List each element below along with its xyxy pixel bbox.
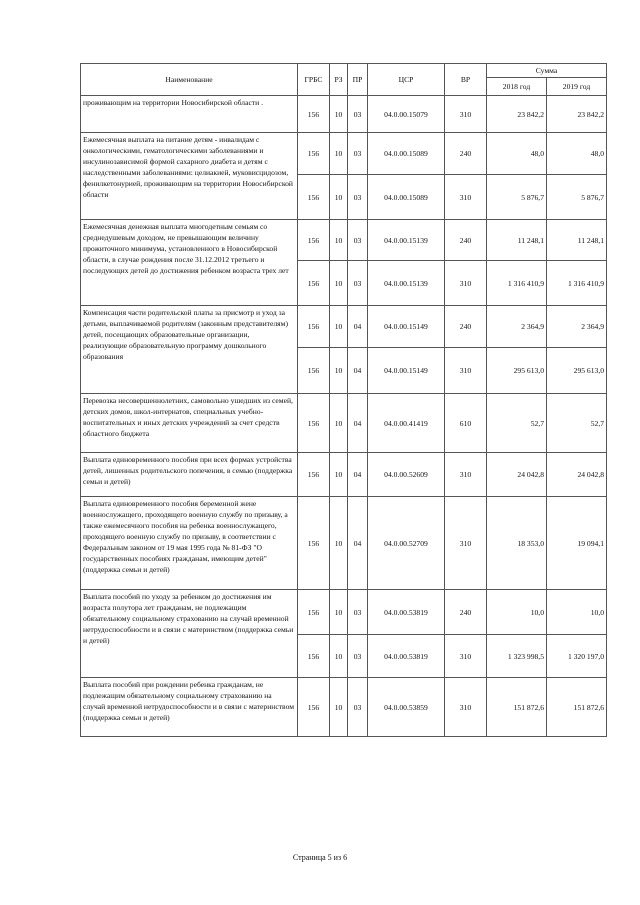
cell-csr: 04.0.00.53819 [368,635,445,678]
cell-vr: 310 [445,678,487,737]
cell-vr: 310 [445,175,487,220]
cell-pr: 03 [348,96,368,133]
cell-rz: 10 [330,175,348,220]
item-name: Ежемесячная денежная выплата многодетным семьям со среднедушевым доходом, не превышающим величину прожиточного минимума, установленного в Новосибирской области, в случае рождения после 31.12.2012 третьего и последующих детей до достижения ребенком возраста трех лет [81,220,298,306]
cell-csr: 04.0.00.15149 [368,348,445,394]
table-row [81,497,607,590]
cell-csr: 04.0.00.41419 [368,394,445,453]
cell-y2019: 48,0 [547,133,607,175]
cell-pr: 04 [348,497,368,590]
cell-csr: 04.0.00.15139 [368,261,445,306]
table-row [81,220,607,261]
cell-rz: 10 [330,306,348,348]
cell-grbs: 156 [298,590,330,635]
cell-vr: 240 [445,590,487,635]
cell-y2018: 11 248,1 [487,220,547,261]
cell-rz: 10 [330,590,348,635]
header-vr: ВР [445,64,487,96]
cell-pr: 03 [348,133,368,175]
cell-pr: 03 [348,175,368,220]
cell-grbs: 156 [298,175,330,220]
cell-pr: 04 [348,453,368,497]
item-name: Выплата пособий по уходу за ребенком до достижения им возраста полутора лет гражданам, не подлежащим обязательному социальному страхованию на случай временной нетрудоспособности и в связи с материнством (поддержка семьи и детей) [81,590,298,678]
cell-y2019: 24 042,8 [547,453,607,497]
item-name: Выплата единовременного пособия беременной жене военнослужащего, проходящего военную службу по призыву, а также ежемесячного пособия на ребенка военнослужащего, проходящего военную службу по призыву, в соответствии с Федеральным законом от 19 мая 1995 года № 81-ФЗ "О государственных пособиях гражданам, имеющим детей" (поддержка семьи и детей) [81,497,298,590]
page-number: Страница 5 из 6 [292,853,348,862]
table-row [81,394,607,453]
cell-y2019: 5 876,7 [547,175,607,220]
budget-table [80,63,607,737]
cell-grbs: 156 [298,497,330,590]
cell-y2018: 5 876,7 [487,175,547,220]
cell-rz: 10 [330,678,348,737]
cell-pr: 03 [348,678,368,737]
cell-rz: 10 [330,348,348,394]
cell-csr: 04.0.00.15089 [368,175,445,220]
cell-rz: 10 [330,635,348,678]
header-pr: ПР [348,64,368,96]
cell-vr: 240 [445,306,487,348]
cell-vr: 310 [445,96,487,133]
cell-csr: 04.0.00.53859 [368,678,445,737]
cell-y2018: 2 364,9 [487,306,547,348]
cell-grbs: 156 [298,635,330,678]
header-2019: 2019 год [547,78,607,96]
cell-grbs: 156 [298,306,330,348]
header-grbs: ГРБС [298,64,330,96]
cell-grbs: 156 [298,261,330,306]
cell-grbs: 156 [298,348,330,394]
cell-y2019: 1 316 410,9 [547,261,607,306]
cell-rz: 10 [330,133,348,175]
header-rz: РЗ [330,64,348,96]
cell-csr: 04.0.00.15079 [368,96,445,133]
cell-pr: 03 [348,635,368,678]
cell-csr: 04.0.00.52709 [368,497,445,590]
item-name: Выплата единовременного пособия при всех формах устройства детей, лишенных родительского попечения, в семью (поддержка семьи и детей) [81,453,298,497]
cell-rz: 10 [330,220,348,261]
table-row [81,133,607,175]
table-header [81,64,607,96]
cell-rz: 10 [330,453,348,497]
cell-pr: 04 [348,306,368,348]
cell-grbs: 156 [298,133,330,175]
table-row [81,306,607,348]
cell-y2018: 10,0 [487,590,547,635]
cell-y2019: 151 872,6 [547,678,607,737]
cell-y2019: 10,0 [547,590,607,635]
cell-y2018: 1 323 998,5 [487,635,547,678]
cell-grbs: 156 [298,394,330,453]
header-sum: Сумма [487,64,607,78]
cell-vr: 310 [445,635,487,678]
cell-y2018: 151 872,6 [487,678,547,737]
header-csr: ЦСР [368,64,445,96]
table-row [81,96,607,133]
cell-y2018: 295 613,0 [487,348,547,394]
cell-pr: 04 [348,348,368,394]
item-name: Ежемесячная выплата на питание детям - инвалидам с онкологическими, гематологическими заболеваниями и инсулинозависимой формой сахарного диабета и детям с наследственными заболеваниями: целиакией, муковисцидозом, фенилкетонурией, проживающим на территории Новосибирской области [81,133,298,220]
cell-rz: 10 [330,394,348,453]
item-name: Компенсация части родительской платы за присмотр и уход за детьми, выплачиваемой родителям (законным представителям) детей, посещающих образовательные организации, реализующие образовательную программу дошкольного образования [81,306,298,394]
cell-y2019: 295 613,0 [547,348,607,394]
cell-rz: 10 [330,96,348,133]
cell-csr: 04.0.00.52609 [368,453,445,497]
cell-y2018: 23 842,2 [487,96,547,133]
cell-csr: 04.0.00.15089 [368,133,445,175]
table-row [81,590,607,635]
cell-csr: 04.0.00.15139 [368,220,445,261]
cell-grbs: 156 [298,453,330,497]
cell-rz: 10 [330,261,348,306]
item-name: Перевозка несовершеннолетних, самовольно ушедших из семей, детских домов, школ-интернатов, специальных учебно-воспитательных и иных детских учреждений за счет средств областного бюджета [81,394,298,453]
cell-vr: 240 [445,220,487,261]
cell-y2018: 52,7 [487,394,547,453]
cell-rz: 10 [330,497,348,590]
cell-vr: 240 [445,133,487,175]
cell-pr: 03 [348,220,368,261]
item-name: Выплата пособий при рождении ребенка гражданам, не подлежащим обязательному социальному страхованию на случай временной нетрудоспособности и в связи с материнством (поддержка семьи и детей) [81,678,298,737]
cell-grbs: 156 [298,220,330,261]
cell-csr: 04.0.00.15149 [368,306,445,348]
cell-y2019: 52,7 [547,394,607,453]
cell-vr: 310 [445,261,487,306]
cell-pr: 03 [348,261,368,306]
table-body [81,96,607,737]
cell-vr: 610 [445,394,487,453]
cell-y2019: 2 364,9 [547,306,607,348]
cell-y2019: 11 248,1 [547,220,607,261]
cell-grbs: 156 [298,678,330,737]
table-row [81,678,607,737]
cell-pr: 03 [348,590,368,635]
table-row [81,453,607,497]
item-name: проживающим на территории Новосибирской области . [81,96,298,133]
cell-y2018: 24 042,8 [487,453,547,497]
cell-vr: 310 [445,497,487,590]
cell-pr: 04 [348,394,368,453]
cell-y2019: 1 320 197,0 [547,635,607,678]
header-name: Наименование [81,64,298,96]
cell-vr: 310 [445,348,487,394]
cell-y2019: 23 842,2 [547,96,607,133]
header-2018: 2018 год [487,78,547,96]
cell-y2018: 1 316 410,9 [487,261,547,306]
cell-vr: 310 [445,453,487,497]
cell-y2019: 19 094,1 [547,497,607,590]
cell-y2018: 18 353,0 [487,497,547,590]
cell-y2018: 48,0 [487,133,547,175]
cell-grbs: 156 [298,96,330,133]
cell-csr: 04.0.00.53819 [368,590,445,635]
